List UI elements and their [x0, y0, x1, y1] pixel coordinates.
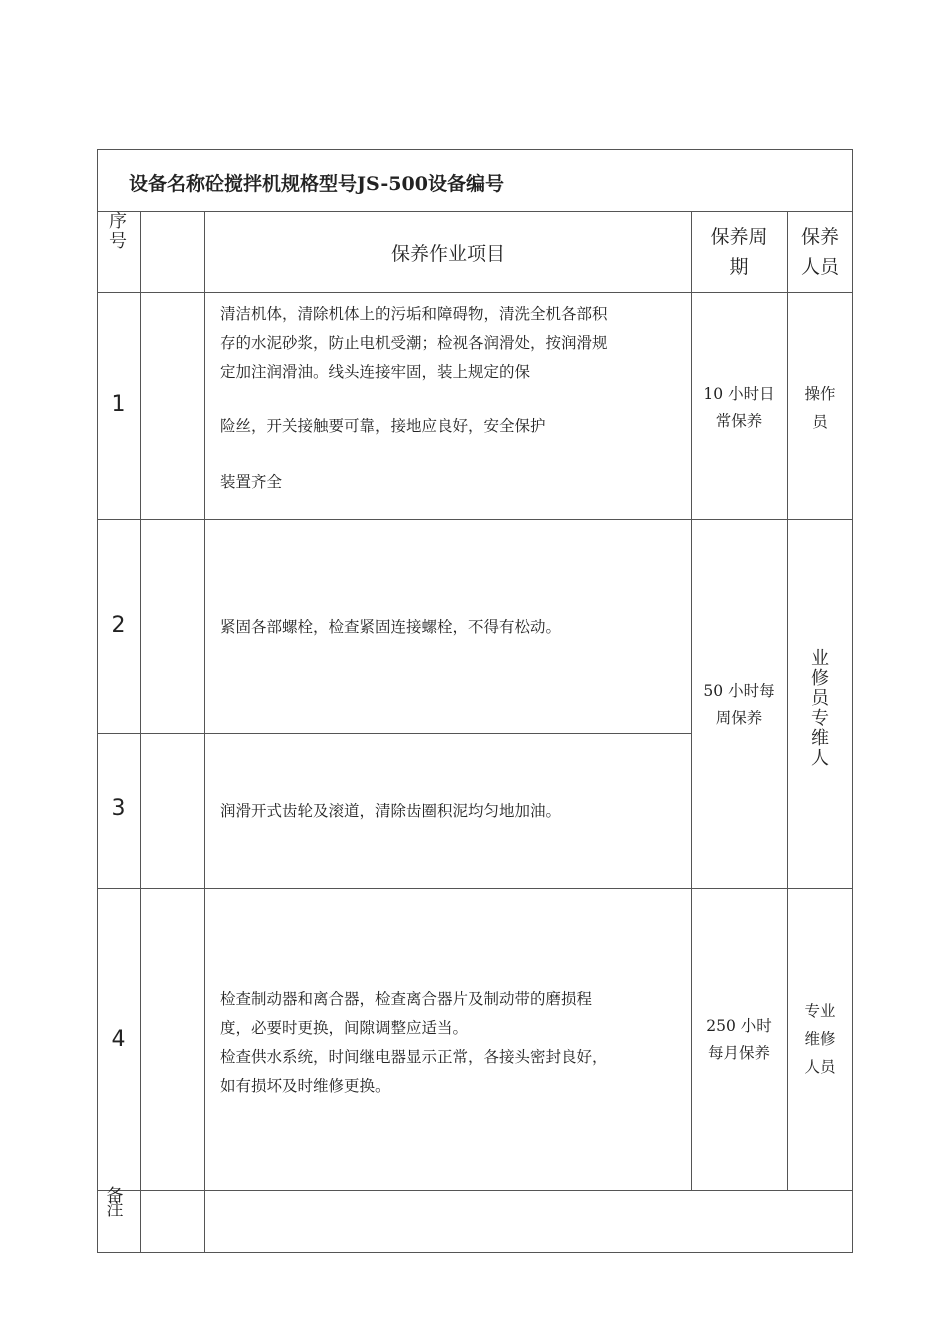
header-person	[787, 212, 853, 292]
row-2-num: 2	[111, 613, 126, 638]
row-2-3-period-line-1: 50 小时每	[703, 682, 775, 700]
row-4-line-4: 如有损坏及时维修更换。	[220, 1077, 391, 1095]
row-1-num: 1	[111, 392, 126, 417]
row-4-person-line-2: 维修	[804, 1030, 836, 1048]
row-1-period-line-2: 常保养	[715, 412, 763, 430]
header-item: 保养作业项目	[390, 242, 505, 265]
maintenance-table	[97, 149, 853, 1253]
row-3-line-1: 润滑开式齿轮及滚道，清除齿圈积泥均匀地加油。	[220, 802, 562, 820]
row-1-line-5: 装置齐全	[220, 473, 283, 491]
row-4-person-line-1: 专业	[804, 1002, 836, 1020]
row-4-period-line-2: 每月保养	[707, 1044, 770, 1062]
header-person-text: 保养人员	[800, 226, 839, 278]
row-2-3-period	[691, 678, 787, 732]
row-1-text	[220, 300, 678, 497]
row-1-line-4: 险丝，开关接触要可靠，接地应良好，安全保护	[220, 417, 546, 435]
row-1-line-1: 清洁机体，清除机体上的污垢和障碍物，清洗全机各部积	[220, 305, 608, 323]
row-3-num: 3	[111, 796, 126, 821]
row-4-line-3: 检查供水系统，时间继电器显示正常，各接头密封良好，	[220, 1048, 608, 1066]
row-2-3-person: 业修员专维人	[811, 648, 829, 769]
header-seq: 序号	[109, 211, 127, 252]
row-4-line-1: 检查制动器和离合器，检查离合器片及制动带的磨损程	[220, 990, 593, 1008]
row-4-person	[787, 997, 853, 1081]
row-3-text	[220, 797, 678, 826]
row-1-person	[787, 380, 853, 436]
row-1-period-line-1: 10 小时日	[703, 385, 775, 403]
row-1-person-line-2: 员	[812, 413, 828, 431]
row-4-period-line-1: 250 小时	[706, 1017, 772, 1035]
row-1-person-line-1: 操作	[804, 385, 836, 403]
row-4-num: 4	[111, 1027, 126, 1052]
row-2-3-period-line-2: 周保养	[715, 709, 763, 727]
table-title: 设备名称砼搅拌机规格型号JS-500设备编号	[129, 173, 504, 195]
header-period-text: 保养周期	[710, 226, 768, 278]
row-1-period	[691, 381, 787, 435]
header-period	[691, 212, 787, 292]
row-4-text	[220, 985, 678, 1101]
row-4-period	[691, 1013, 787, 1067]
row-2-text	[220, 613, 678, 642]
row-1-line-3: 定加注润滑油。线头连接牢固，装上规定的保	[220, 363, 531, 381]
note-label: 备注	[106, 1186, 124, 1220]
row-1-line-2: 存的水泥砂浆，防止电机受潮；检视各润滑处，按润滑规	[220, 334, 608, 352]
row-4-line-2: 度，必要时更换，间隙调整应适当。	[220, 1019, 469, 1037]
row-2-line-1: 紧固各部螺栓，检查紧固连接螺栓，不得有松动。	[220, 618, 562, 636]
row-4-person-line-3: 人员	[804, 1058, 836, 1076]
